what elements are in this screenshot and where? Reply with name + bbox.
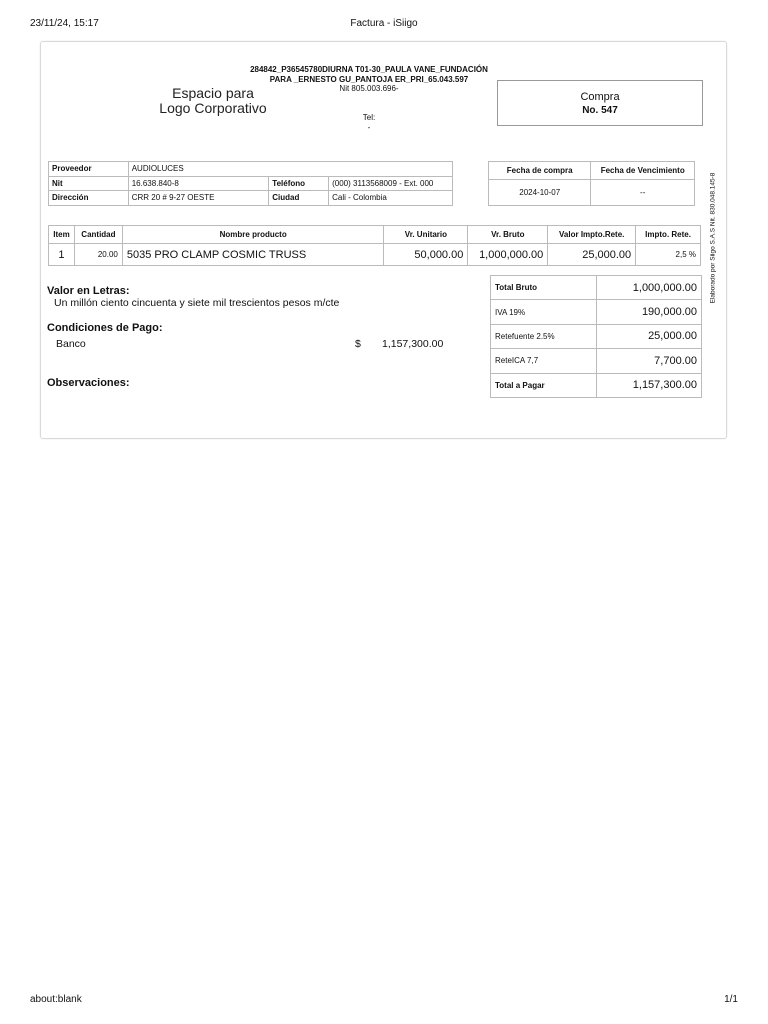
dates-table [488, 161, 695, 206]
retefuente-value: 25,000.00 [597, 324, 702, 348]
company-tel-label: Tel: [362, 113, 376, 122]
logo-line-1: Espacio para [172, 85, 254, 101]
provider-row [49, 176, 453, 191]
item-gross: 1,000,000.00 [468, 244, 548, 266]
print-title: Factura - iSiigo [350, 18, 418, 29]
print-url: about:blank [30, 994, 82, 1005]
company-info [241, 65, 497, 132]
iva-value: 190,000.00 [597, 300, 702, 324]
nit-label: Nit [49, 176, 129, 191]
phone-label: Teléfono [269, 176, 329, 191]
total-gross-value: 1,000,000.00 [597, 276, 702, 300]
city-label: Ciudad [269, 191, 329, 206]
address-value: CRR 20 # 9-27 OESTE [128, 191, 269, 206]
col-header-gross: Vr. Bruto [468, 226, 548, 244]
total-gross-label: Total Bruto [491, 276, 597, 300]
col-header-withholding-rate: Impto. Rete. [636, 226, 701, 244]
phone-value: (000) 3113568009 - Ext. 000 [329, 176, 453, 191]
item-number: 1 [49, 244, 75, 266]
print-datetime: 23/11/24, 15:17 [30, 18, 99, 29]
nit-value: 16.638.840-8 [128, 176, 269, 191]
document-type: Compra [580, 91, 620, 103]
invoice-sheet [40, 41, 727, 439]
retefuente-label: Retefuente 2.5% [491, 324, 597, 348]
due-date-value: -- [591, 180, 695, 206]
item-withholding-rate: 2,5 % [636, 244, 701, 266]
vertical-credit-text: Elaborado por Siigo S.A.S Nit. 830.048.145-8 [709, 172, 717, 304]
col-header-product: Nombre producto [122, 226, 384, 244]
provider-row [49, 191, 453, 206]
purchase-date-label: Fecha de compra [489, 162, 591, 180]
col-header-unit-price: Vr. Unitario [384, 226, 468, 244]
provider-label: Proveedor [49, 162, 129, 177]
col-header-quantity: Cantidad [74, 226, 122, 244]
table-row [49, 244, 701, 266]
company-nit: Nit 805.003.696- [339, 84, 399, 93]
reteica-value: 7,700.00 [597, 349, 702, 373]
provider-row [49, 162, 453, 177]
total-payable-label: Total a Pagar [491, 373, 597, 397]
provider-table [48, 161, 453, 206]
item-product: 5035 PRO CLAMP COSMIC TRUSS [122, 244, 384, 266]
col-header-withholding-value: Valor Impto.Rete. [548, 226, 636, 244]
item-quantity: 20.00 [74, 244, 122, 266]
due-date-label: Fecha de Vencimiento [591, 162, 695, 180]
payment-terms-title: Condiciones de Pago: [47, 322, 163, 334]
provider-value: AUDIOLUCES [128, 162, 452, 177]
payment-amount: 1,157,300.00 [382, 338, 444, 350]
items-header-row [49, 226, 701, 244]
amount-in-words-title: Valor en Letras: [47, 285, 130, 297]
company-tel-value: - [367, 123, 371, 132]
totals-row [491, 324, 702, 348]
totals-row [491, 300, 702, 324]
iva-label: IVA 19% [491, 300, 597, 324]
company-name-line-1: 284842_P36545780DIURNA T01-30_PAULA VANE_FUNDACIÓN [250, 65, 488, 74]
totals-table [490, 275, 702, 398]
vertical-credit [704, 162, 722, 314]
item-unit-price: 50,000.00 [384, 244, 468, 266]
document-number: No. 547 [582, 105, 618, 116]
logo-line-2: Logo Corporativo [159, 100, 267, 116]
totals-row [491, 373, 702, 397]
amount-in-words: Un millón ciento cincuenta y siete mil trescientos pesos m/cte [54, 297, 340, 309]
payment-method: Banco [56, 338, 86, 350]
address-label: Dirección [49, 191, 129, 206]
item-withholding-value: 25,000.00 [548, 244, 636, 266]
total-payable-value: 1,157,300.00 [597, 373, 702, 397]
items-table [48, 225, 701, 266]
document-type-box [497, 80, 703, 126]
purchase-date-value: 2024-10-07 [489, 180, 591, 206]
print-header [30, 18, 738, 32]
col-header-item: Item [49, 226, 75, 244]
totals-row [491, 349, 702, 373]
totals-row [491, 276, 702, 300]
payment-currency-symbol: $ [355, 338, 361, 350]
print-footer [30, 994, 738, 1008]
print-page-number: 1/1 [724, 994, 738, 1005]
city-value: Cali - Colombia [329, 191, 453, 206]
observations-title: Observaciones: [47, 377, 130, 389]
reteica-label: ReteICA 7,7 [491, 349, 597, 373]
company-name-line-2: PARA _ERNESTO GU_PANTOJA ER_PRI_65.043.597 [269, 74, 469, 84]
